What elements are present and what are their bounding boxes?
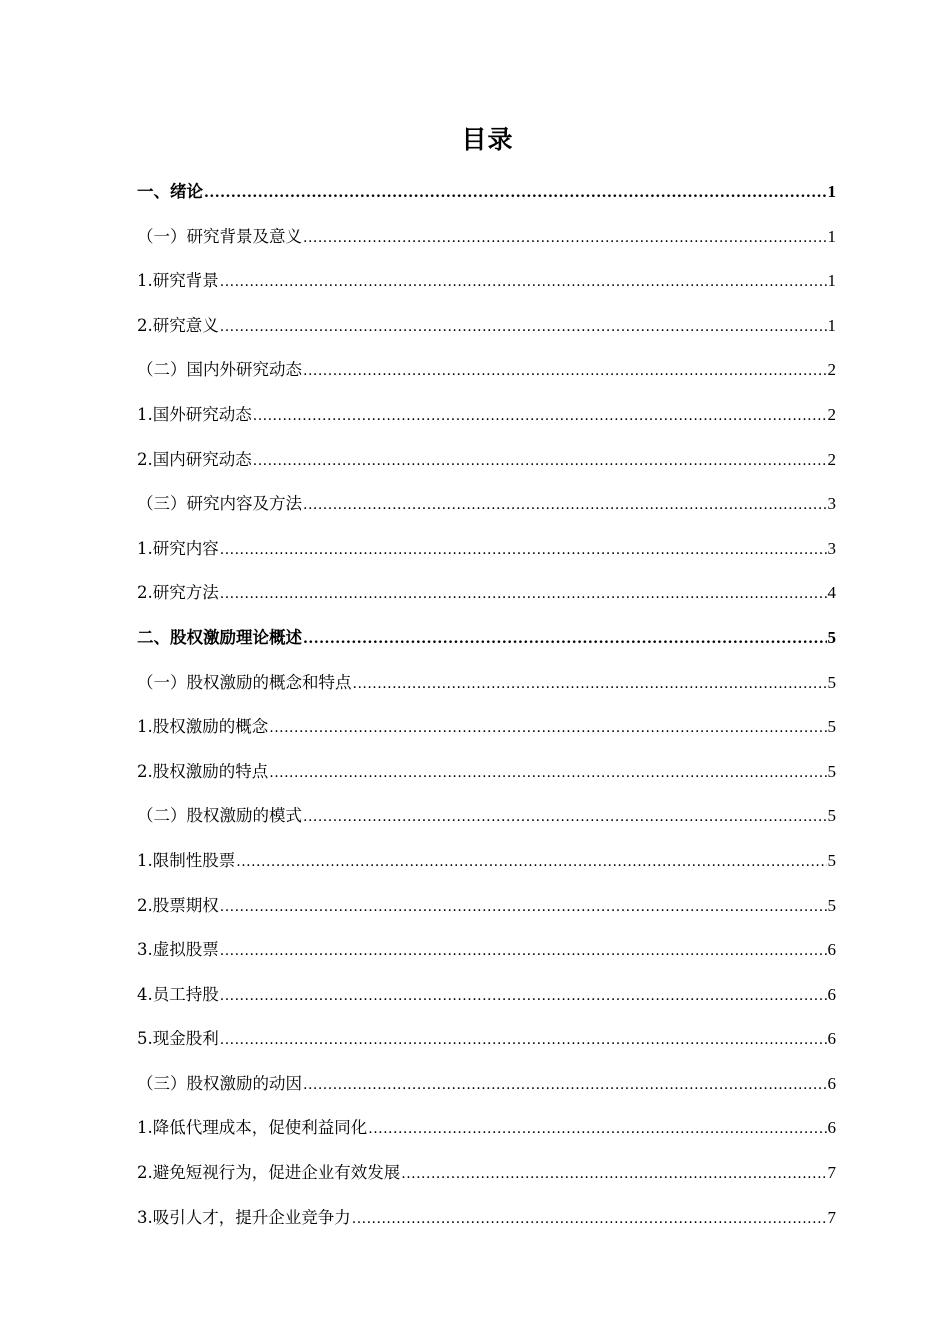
toc-page-number: 6	[827, 1073, 836, 1093]
toc-dot-leader	[220, 530, 827, 570]
toc-page-number: 5	[827, 672, 836, 692]
toc-entry[interactable]	[137, 484, 836, 529]
toc-dot-leader	[353, 664, 827, 704]
toc-entry[interactable]	[137, 975, 836, 1020]
table-of-contents	[137, 172, 836, 1242]
toc-page-number: 2	[827, 404, 836, 424]
toc-dot-leader	[303, 797, 827, 837]
toc-entry-label: （二）股权激励的模式	[137, 806, 302, 826]
toc-entry[interactable]	[137, 796, 836, 841]
toc-page-number: 6	[827, 1118, 836, 1138]
page-title: 目录	[461, 125, 514, 154]
toc-page-number: 4	[827, 583, 836, 603]
toc-dot-leader	[220, 976, 827, 1016]
toc-entry[interactable]	[137, 1108, 836, 1153]
toc-entry-label: 2.研究意义	[137, 315, 219, 335]
toc-page-number: 5	[827, 627, 836, 647]
toc-entry-label: 2.避免短视行为，促进企业有效发展	[137, 1163, 401, 1183]
toc-page-number: 1	[827, 226, 836, 246]
toc-dot-leader	[303, 351, 827, 391]
toc-entry[interactable]	[137, 306, 836, 351]
toc-page-number: 2	[827, 360, 836, 380]
toc-entry[interactable]	[137, 395, 836, 440]
toc-dot-leader	[401, 1154, 826, 1194]
toc-entry-label: 2.股票期权	[137, 895, 219, 915]
toc-dot-leader	[220, 931, 827, 971]
toc-entry[interactable]	[137, 529, 836, 574]
toc-dot-leader	[220, 262, 827, 302]
toc-page-number: 5	[827, 850, 836, 870]
toc-dot-leader	[269, 708, 826, 748]
toc-dot-leader	[352, 1199, 827, 1239]
toc-entry-label: （二）国内外研究动态	[137, 360, 302, 380]
toc-entry[interactable]	[137, 707, 836, 752]
toc-entry[interactable]	[137, 663, 836, 708]
toc-dot-leader	[269, 753, 826, 793]
toc-entry[interactable]	[137, 261, 836, 306]
toc-dot-leader	[220, 887, 827, 927]
toc-page-number: 6	[827, 940, 836, 960]
toc-dot-leader	[303, 619, 827, 659]
toc-dot-leader	[368, 1109, 826, 1149]
toc-entry[interactable]	[137, 172, 836, 217]
toc-page-number: 6	[827, 1029, 836, 1049]
toc-page-number: 1	[827, 315, 836, 335]
toc-entry-label: （一）股权激励的概念和特点	[137, 672, 352, 692]
toc-entry-label: 2.研究方法	[137, 583, 219, 603]
toc-entry-label: （一）研究背景及意义	[137, 226, 302, 246]
toc-dot-leader	[303, 1065, 827, 1105]
toc-entry-label: 二、股权激励理论概述	[137, 627, 302, 647]
toc-entry[interactable]	[137, 1019, 836, 1064]
toc-entry-label: 2.股权激励的特点	[137, 761, 269, 781]
toc-dot-leader	[220, 307, 827, 347]
toc-entry[interactable]	[137, 1153, 836, 1198]
toc-page-number: 5	[827, 806, 836, 826]
toc-page-number: 2	[827, 449, 836, 469]
toc-dot-leader	[303, 485, 827, 525]
toc-entry-label: 3.吸引人才，提升企业竞争力	[137, 1207, 351, 1227]
toc-dot-leader	[220, 574, 827, 614]
toc-page-number: 7	[827, 1163, 836, 1183]
toc-entry-label: 1.降低代理成本，促使利益同化	[137, 1118, 368, 1138]
toc-entry-label: 3.虚拟股票	[137, 940, 219, 960]
toc-page-number: 7	[827, 1207, 836, 1227]
toc-entry-label: 1.研究内容	[137, 538, 219, 558]
toc-entry-label: 一、绪论	[137, 182, 203, 201]
toc-page-number: 1	[827, 271, 836, 291]
toc-page-number: 3	[827, 494, 836, 514]
toc-page-number: 1	[827, 182, 836, 201]
toc-entry[interactable]	[137, 1064, 836, 1109]
toc-entry-label: 1.限制性股票	[137, 850, 236, 870]
toc-entry-label: 2.国内研究动态	[137, 449, 252, 469]
toc-entry[interactable]	[137, 752, 836, 797]
toc-entry[interactable]	[137, 1198, 836, 1243]
toc-page-number: 5	[827, 895, 836, 915]
toc-entry[interactable]	[137, 573, 836, 618]
toc-entry[interactable]	[137, 618, 836, 663]
toc-entry-label: （三）股权激励的动因	[137, 1073, 302, 1093]
toc-dot-leader	[236, 842, 826, 882]
toc-dot-leader	[253, 396, 827, 436]
toc-page-number: 6	[827, 984, 836, 1004]
toc-entry-label: 1.股权激励的概念	[137, 717, 269, 737]
toc-entry-label: （三）研究内容及方法	[137, 494, 302, 514]
toc-dot-leader	[204, 173, 827, 213]
toc-entry[interactable]	[137, 930, 836, 975]
toc-page-number: 5	[827, 761, 836, 781]
toc-entry[interactable]	[137, 217, 836, 262]
toc-entry[interactable]	[137, 440, 836, 485]
toc-entry-label: 1.研究背景	[137, 271, 219, 291]
toc-entry[interactable]	[137, 841, 836, 886]
toc-page-number: 3	[827, 538, 836, 558]
toc-entry-label: 4.员工持股	[137, 984, 219, 1004]
toc-page-number: 5	[827, 717, 836, 737]
toc-dot-leader	[253, 441, 827, 481]
toc-entry[interactable]	[137, 350, 836, 395]
toc-entry[interactable]	[137, 886, 836, 931]
toc-entry-label: 5.现金股利	[137, 1029, 219, 1049]
toc-dot-leader	[220, 1020, 827, 1060]
toc-dot-leader	[303, 218, 827, 258]
toc-entry-label: 1.国外研究动态	[137, 404, 252, 424]
